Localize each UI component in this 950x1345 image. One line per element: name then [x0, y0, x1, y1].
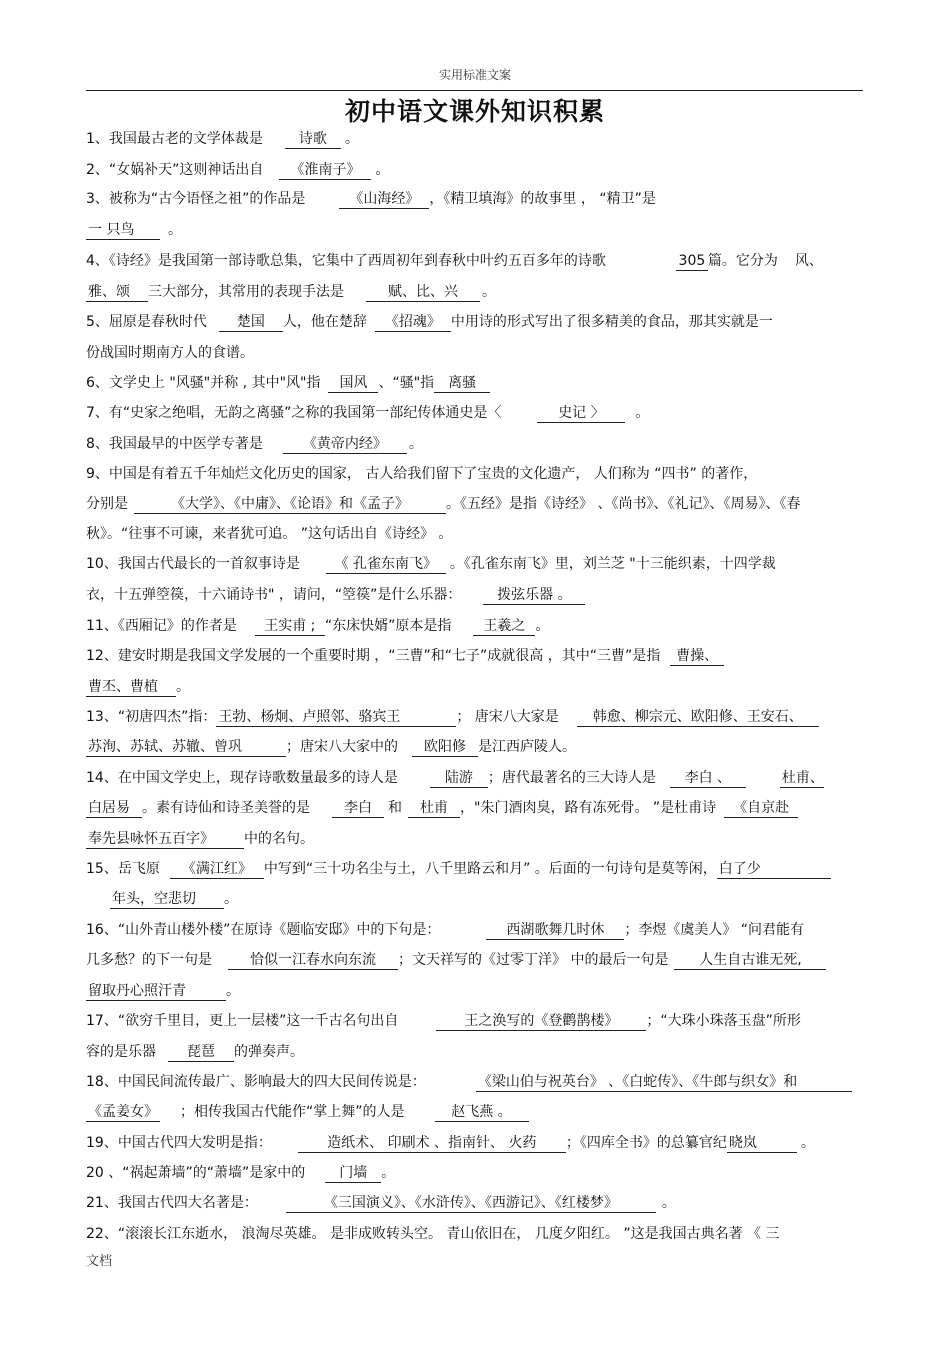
- question-text: 14、在中国文学史上，现存诗歌数量最多的诗人是: [86, 770, 398, 786]
- answer-blank: 苏洵、苏轼、苏辙、曾巩: [86, 738, 286, 757]
- question-16-cont: [86, 981, 864, 1001]
- question-text: 人，他在楚辞: [282, 314, 367, 330]
- answer-blank: 《大学》、《中庸》、《论语》和《孟子》: [134, 495, 446, 514]
- question-text: 。: [226, 983, 240, 999]
- question-text: ；“大珠小珠落玉盘”所形: [646, 1013, 801, 1029]
- question-3: [86, 189, 864, 209]
- question-text: 几多愁？的下一句是: [86, 952, 212, 968]
- question-text: 和: [388, 800, 402, 816]
- answer-blank: 《黄帝内经》: [283, 435, 407, 454]
- question-15: [86, 859, 864, 879]
- answer-blank: 《梁山伯与祝英台》 、《白蛇传》、《牛郎与织女》和: [476, 1073, 852, 1092]
- answer-blank: 白了少: [717, 860, 831, 879]
- answer-blank: 晓岚: [727, 1134, 797, 1153]
- answer-blank: 王羲之: [473, 617, 535, 636]
- question-21: [86, 1193, 864, 1213]
- question-12: [86, 646, 864, 666]
- question-11: [86, 616, 864, 636]
- question-text: 。: [482, 284, 496, 300]
- question-text: 分别是: [86, 496, 128, 512]
- question-text: 11、《西厢记》的作者是: [86, 618, 237, 634]
- answer-blank: 雅、颂: [86, 283, 148, 302]
- question-text: ；文天祥写的《过零丁洋》 中的最后一句是: [398, 952, 669, 968]
- question-7: [86, 403, 864, 423]
- question-text: 的弹奏声。: [234, 1044, 304, 1060]
- question-text: ；唐代最著名的三大诗人是: [487, 770, 656, 786]
- question-text: 中的名句。: [244, 831, 314, 847]
- question-18: [86, 1072, 864, 1092]
- question-19: [86, 1133, 864, 1153]
- answer-blank: 《淮南子》: [279, 161, 371, 180]
- question-3-cont: [86, 220, 864, 240]
- answer-blank: 王实甫 ;: [255, 617, 325, 636]
- question-text: 。《五经》是指《诗经》 、《尚书》、《礼记》、《周易》、《春: [446, 496, 801, 512]
- question-text: 3、被称为“古今语怪之祖”的作品是: [86, 191, 306, 207]
- answer-blank: 李白: [332, 799, 384, 818]
- question-text: ； 唐宋八大家是: [456, 709, 559, 725]
- question-6: [86, 373, 864, 393]
- question-text: 。素有诗仙和诗圣美誉的是: [142, 800, 310, 816]
- question-text: 4、《诗经》是我国第一部诗歌总集，它集中了西周初年到春秋中叶约五百多年的诗歌: [86, 253, 606, 269]
- answer-blank: 留取丹心照汗青: [86, 982, 226, 1001]
- question-text: 。: [635, 405, 650, 421]
- question-text: 是江西庐陵人。: [478, 739, 576, 755]
- question-4-cont: [86, 282, 864, 302]
- question-text: ；《四库全书》的总纂官纪: [565, 1135, 727, 1151]
- answer-blank: 杜甫、: [781, 770, 824, 786]
- answer-blank: 赋、比、兴: [366, 283, 480, 302]
- header-divider: [86, 90, 863, 91]
- question-text: 1、我国最古老的文学体裁是: [86, 131, 263, 147]
- answer-blank: 门墙: [325, 1164, 381, 1183]
- question-14-cont: [86, 798, 864, 818]
- answer-blank: 《招魂》: [375, 313, 451, 332]
- answer-blank: 楚国: [219, 313, 283, 332]
- answer-blank: 305: [676, 252, 708, 271]
- question-20: [86, 1163, 864, 1183]
- answer-blank: 《孟姜女》: [88, 1104, 158, 1120]
- question-text: 篇。它分为: [707, 253, 778, 269]
- question-text: 。《孔雀东南飞》里，刘兰芝 "十三能织素，十四学裁: [449, 556, 776, 572]
- answer-blank: 造纸术、 印刷术 、指南针、 火药: [298, 1134, 566, 1153]
- answer-blank: 年头，空悲切: [110, 890, 224, 909]
- question-text: 容的是乐器: [86, 1044, 156, 1060]
- question-text: ；唐宋八大家中的: [286, 739, 398, 755]
- question-text: 秋》。“往事不可谏，来者犹可追。 ”这句话出自《诗经》 。: [86, 526, 453, 542]
- answer-blank: 曹丕、曹植: [86, 678, 176, 697]
- question-text: 。: [224, 891, 238, 907]
- question-text: 7、有“史家之绝唱，无韵之离骚”之称的我国第一部纪传体通史是〈: [86, 405, 502, 421]
- question-14: [86, 768, 864, 788]
- question-8: [86, 434, 864, 454]
- question-text: ；李煜《虞美人》 “问君能有: [624, 922, 805, 938]
- answer-blank: 奉先县咏怀五百字》: [86, 830, 244, 849]
- question-text: 。: [535, 618, 550, 634]
- question-text: ；相传我国古代能作“掌上舞”的人是: [180, 1104, 405, 1120]
- question-text: 20 、“祸起萧墙”的“萧墙”是家中的: [86, 1165, 306, 1181]
- question-text: 6、文学史上 "风骚"并称 , 其中"风"指: [86, 375, 321, 391]
- answer-blank: 《 孔雀东南飞》: [326, 555, 446, 574]
- question-text: 中用诗的形式写出了很多精美的食品，那其实就是一: [450, 314, 773, 330]
- question-12-cont: [86, 677, 864, 697]
- question-text: 。: [661, 1195, 676, 1211]
- question-text: 13、“初唐四杰”指：: [86, 709, 217, 725]
- question-16-cont: [86, 950, 864, 970]
- question-text: 2、“女娲补天”这则神话出自: [86, 162, 264, 178]
- answer-blank: 风、: [794, 253, 823, 269]
- question-text: 5、屈原是春秋时代: [86, 314, 207, 330]
- answer-blank: 人生自古谁无死,: [674, 951, 826, 970]
- answer-blank: 白居易: [86, 799, 142, 818]
- answer-blank: 欧阳修: [412, 738, 478, 757]
- question-text: 15、岳飞原: [86, 861, 160, 877]
- question-text: 16、“山外青山楼外楼”在原诗《题临安邸》中的下句是：: [86, 922, 441, 938]
- answer-blank: 韩愈、柳宗元、欧阳修、王安石、: [577, 708, 819, 727]
- answer-blank: 诗歌: [285, 130, 341, 149]
- question-17-cont: [86, 1042, 864, 1062]
- question-text: 12、建安时期是我国文学发展的一个重要时期 ，“三曹”和“七子”成就很高 ，其中“三曹”是指: [86, 648, 661, 664]
- answer-blank: 王勃、杨炯、卢照邻、骆宾王: [216, 708, 456, 727]
- answer-blank: 史记 〉: [537, 404, 625, 423]
- question-10: [86, 554, 864, 574]
- running-footer: 文档: [86, 1254, 113, 1269]
- answer-blank: 琵琶: [168, 1043, 234, 1062]
- question-22: [86, 1224, 864, 1244]
- question-text: 三大部分，其常用的表现手法是: [148, 284, 344, 300]
- question-10-cont: [86, 585, 864, 605]
- question-5-cont: [86, 343, 864, 363]
- answer-blank: 国风: [328, 374, 378, 393]
- question-text: 。: [168, 222, 182, 238]
- question-text: ，《精卫填海》的故事里 ， “精卫”是: [429, 191, 656, 207]
- answer-blank: 拨弦乐器 。: [483, 586, 585, 605]
- question-text: 18、中国民间流传最广、影响最大的四大民间传说是：: [86, 1074, 426, 1090]
- question-text: 。: [408, 436, 423, 452]
- question-9: [86, 464, 864, 484]
- question-text: “东床快婿”原本是指: [324, 618, 452, 634]
- answer-blank: 《三国演义》、《水浒传》、《西游记》、《红楼梦》: [286, 1194, 656, 1213]
- question-18-cont: [86, 1102, 864, 1122]
- question-13-cont: [86, 737, 864, 757]
- question-text: 。: [375, 162, 390, 178]
- question-17: [86, 1011, 864, 1031]
- page-title: 初中语文课外知识积累: [344, 97, 605, 126]
- answer-blank: 《满江红》: [170, 860, 264, 879]
- question-9-cont: [86, 494, 864, 514]
- question-text: 8、我国最早的中医学专著是: [86, 436, 263, 452]
- question-text: 份战国时期南方人的食谱。: [86, 345, 254, 361]
- question-text: 。: [800, 1135, 815, 1151]
- answer-blank: 赵飞燕 。: [435, 1103, 529, 1122]
- answer-blank: 离骚: [434, 374, 490, 393]
- question-text: 。: [176, 679, 190, 695]
- question-text: 21、我国古代四大名著是：: [86, 1195, 258, 1211]
- question-text: 。: [381, 1165, 396, 1181]
- answer-blank: 《山海经》: [339, 190, 429, 209]
- question-13: [86, 707, 864, 727]
- question-5: [86, 312, 864, 332]
- answer-blank: 一 只鸟: [86, 221, 160, 240]
- question-4: [86, 251, 864, 271]
- question-text: 。: [344, 131, 359, 147]
- question-text: 17、“欲穷千里目，更上一层楼”这一千古名句出自: [86, 1013, 399, 1029]
- answer-blank: 恰似一江春水向东流: [228, 951, 398, 970]
- question-text: 、“骚"指: [378, 375, 435, 391]
- question-text: 9、中国是有着五千年灿烂文化历史的国家， 古人给我们留下了宝贵的文化遗产， 人们称为 “四书” 的著作，: [86, 466, 758, 482]
- question-1: [86, 129, 864, 149]
- answer-blank: 西湖歌舞几时休: [486, 921, 624, 940]
- question-15-cont: [110, 889, 888, 909]
- answer-blank: 李白 、: [670, 769, 746, 788]
- answer-blank: 曹操、: [670, 647, 724, 666]
- question-text: 19、中国古代四大发明是指：: [86, 1135, 272, 1151]
- question-text: ，"朱门酒肉臭，路有冻死骨。 ”是杜甫诗: [460, 800, 717, 816]
- running-header: 实用标准文案: [438, 68, 511, 82]
- question-14-cont: [86, 829, 864, 849]
- answer-blank: 王之涣写的《登鹳鹊楼》: [436, 1012, 646, 1031]
- answer-blank: 陆游: [430, 769, 488, 788]
- answer-blank: 《自京赴: [724, 799, 798, 818]
- question-9-cont: [86, 524, 864, 544]
- question-text: 衣，十五弹箜篌，十六诵诗书" ，请问，“箜篌”是什么乐器：: [86, 587, 462, 603]
- question-text: 中写到“三十功名尘与土，八千里路云和月” 。后面的一句诗句是莫等闲，: [263, 861, 717, 877]
- answer-blank: 杜甫: [408, 799, 460, 818]
- question-text: 22、“滚滚长江东逝水， 浪淘尽英雄。 是非成败转头空。 青山依旧在， 几度夕阳红。 ”这是我国古典名著 《 三: [86, 1226, 780, 1242]
- question-2: [86, 160, 864, 180]
- question-text: 10、我国古代最长的一首叙事诗是: [86, 556, 300, 572]
- question-16: [86, 920, 864, 940]
